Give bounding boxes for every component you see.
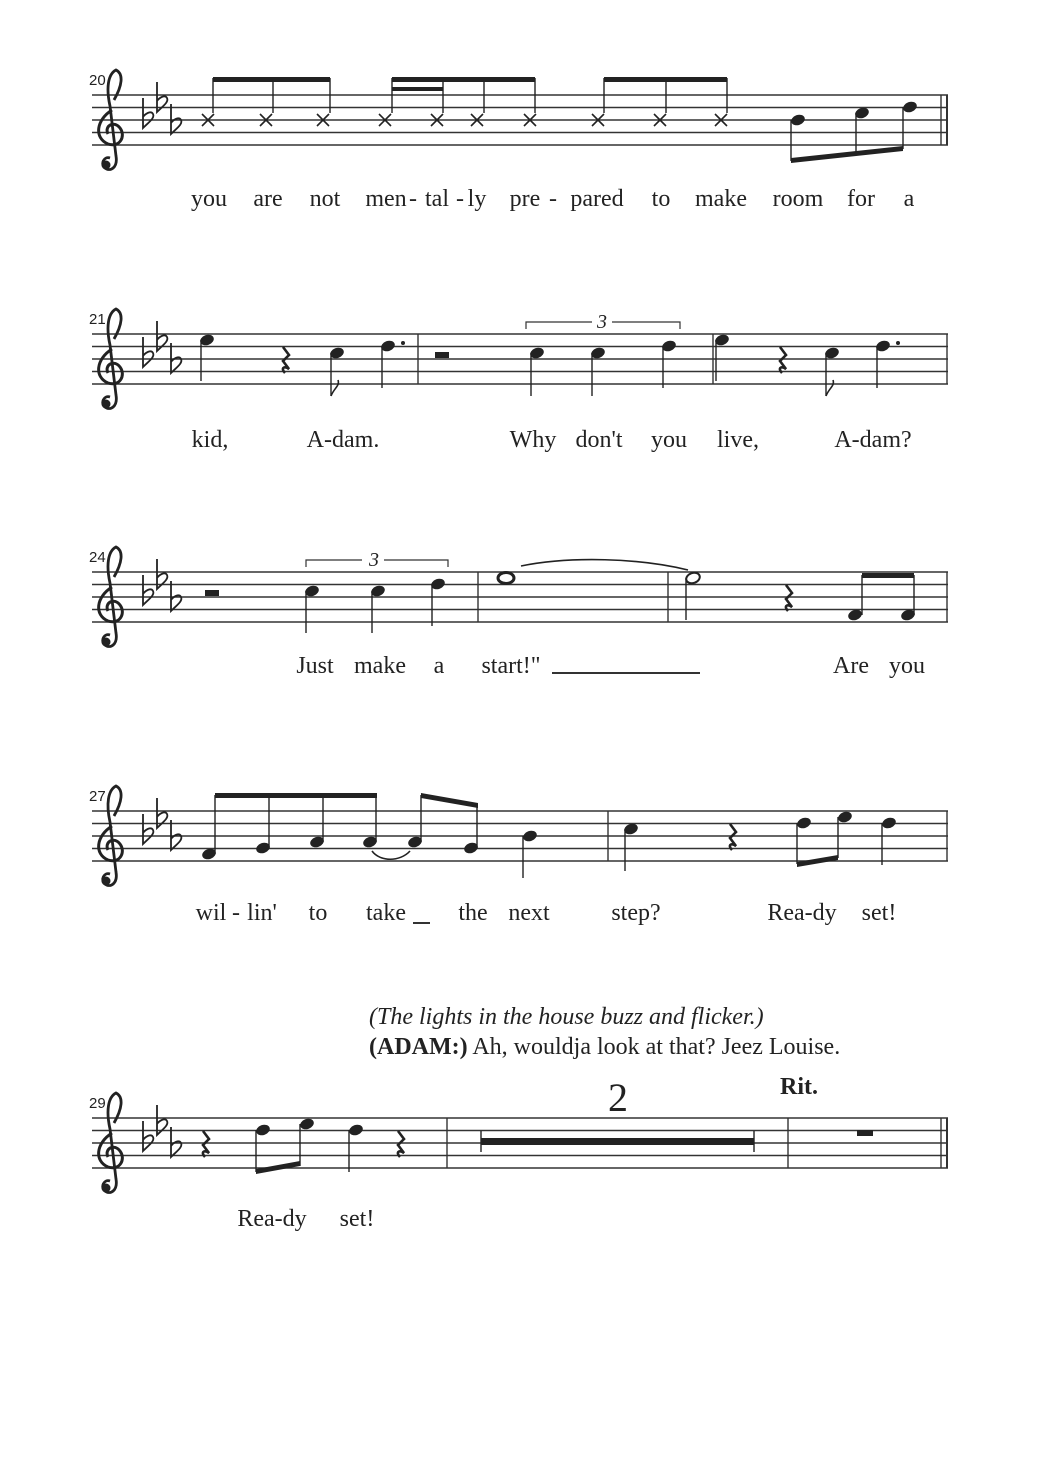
lyric-syllable: set!	[861, 900, 897, 926]
lyric-syllable: you	[651, 427, 687, 453]
lyric-syllable: room	[772, 186, 824, 212]
dialogue-text: Ah, wouldja look at that? Jeez Louise.	[472, 1034, 841, 1060]
lyric-syllable: Are	[833, 653, 869, 679]
lyric-syllable: make	[354, 653, 406, 679]
lyric-syllable: pre	[509, 186, 541, 212]
lyric-extender-line	[552, 672, 700, 674]
lyric-syllable: the	[458, 900, 488, 926]
lyric-syllable: Just	[296, 653, 334, 679]
lyric-syllable: to	[651, 186, 671, 212]
lyric-syllable: take	[366, 900, 406, 926]
measure-number: 27	[89, 788, 106, 805]
staff-system-3	[92, 547, 948, 647]
lyric-syllable: live,	[717, 427, 759, 453]
lyric-syllable: Rea-dy	[237, 1206, 307, 1232]
speaker-name: (ADAM:)	[369, 1034, 468, 1060]
lyric-syllable: you	[889, 653, 925, 679]
lyric-syllable: A-dam.	[306, 427, 380, 453]
lyric-syllable: set!	[339, 1206, 375, 1232]
lyric-syllable: are	[253, 186, 283, 212]
measure-number: 29	[89, 1095, 106, 1112]
lyric-syllable: a	[433, 653, 445, 679]
dialogue-line	[369, 1034, 840, 1061]
lyric-syllable: pared	[570, 186, 624, 212]
tempo-marking-rit: Rit.	[780, 1074, 818, 1100]
lyric-hyphen: -	[456, 186, 464, 212]
measure-number: 20	[89, 72, 106, 89]
lyric-syllable: Why	[509, 427, 557, 453]
stage-direction-italic: (The lights in the house buzz and flicker.)	[369, 1004, 764, 1030]
staff-system-1	[92, 70, 948, 170]
lyric-syllable: start!"	[481, 653, 541, 679]
multirest-count: 2	[608, 1075, 628, 1120]
lyric-syllable: not	[309, 186, 341, 212]
lyric-syllable: don't	[575, 427, 623, 453]
lyric-syllable: wil	[195, 900, 227, 926]
lyric-hyphen: -	[549, 186, 557, 212]
lyric-syllable: ly	[467, 186, 487, 212]
lyric-extender-line	[413, 922, 430, 924]
lyric-syllable: Rea-dy	[767, 900, 837, 926]
measure-number: 24	[89, 549, 106, 566]
lyric-syllable: next	[508, 900, 550, 926]
lyric-syllable: tal	[425, 186, 449, 212]
staff-system-4	[92, 786, 948, 886]
measure-number: 21	[89, 311, 106, 328]
lyric-hyphen: -	[232, 900, 240, 926]
lyric-syllable: lin'	[247, 900, 277, 926]
lyric-syllable: for	[847, 186, 875, 212]
lyric-syllable: kid,	[191, 427, 229, 453]
staff-system-5	[92, 1093, 948, 1193]
lyric-syllable: A-dam?	[834, 427, 912, 453]
lyric-syllable: you	[191, 186, 227, 212]
lyric-syllable: men	[365, 186, 407, 212]
lyric-syllable: make	[695, 186, 747, 212]
tuplet-number: 3	[369, 549, 379, 571]
lyric-syllable: step?	[611, 900, 661, 926]
staff-system-2	[92, 309, 948, 409]
tuplet-number: 3	[597, 311, 607, 333]
lyric-syllable: to	[308, 900, 328, 926]
lyric-syllable: a	[903, 186, 915, 212]
lyric-hyphen: -	[409, 186, 417, 212]
